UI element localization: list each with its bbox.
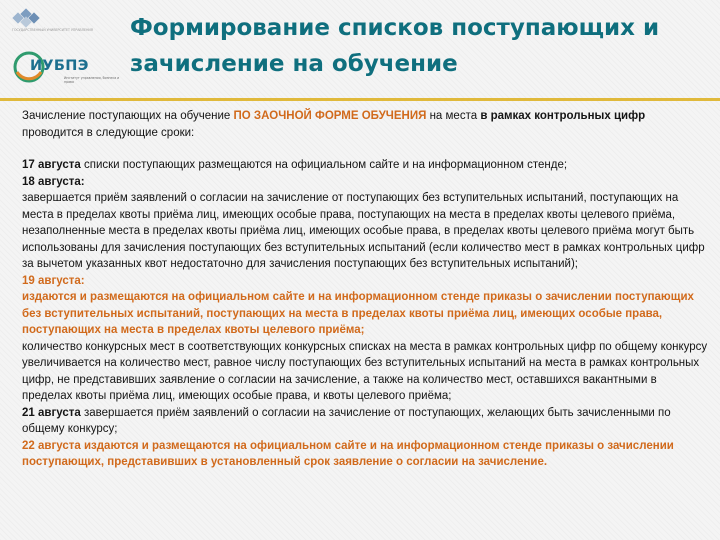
- aug19-date-line: [22, 273, 708, 290]
- aug19-paragraph-2: количество конкурсных мест в соответствующих конкурсных списках на места в рамках контрольных цифр по общему конкурсу увеличивается на количество мест, равное числу поступающих без вступительных испытаний на места в рамках контрольных цифр, не представивших заявление о согласии на зачисление, а также на количество мест, оставшихся вакантными в пределах квоты приёма лиц, имеющих особые права, и квоты целевого приёма;: [22, 340, 708, 402]
- aug17-text: списки поступающих размещаются на официальном сайте и на информационном стенде;: [80, 159, 568, 171]
- aug18-date-line: [22, 174, 708, 191]
- aug18-paragraph-1: завершается приём заявлений о согласии на зачисление от поступающих без вступительных испытаний, поступающих на места в пределах квоты приёма лиц, имеющих особые права, поступающих на места в пределах квоты целевого приёма,: [22, 192, 679, 221]
- institute-brand: ИУБПЭ: [30, 58, 89, 74]
- aug17-date: 17 августа: [22, 159, 81, 171]
- aug22-paragraph: 22 августа издаются и размещаются на официальном сайте и на информационном стенде приказы о зачислении поступающих, представивших в установленный срок заявление о согласии на зачисление.: [22, 439, 674, 468]
- intro-text-c: проводится в следующие сроки:: [22, 126, 195, 139]
- university-logo: [12, 10, 110, 40]
- institute-logo: [12, 50, 124, 90]
- aug21-date: 21 августа: [22, 406, 81, 419]
- page-title: [130, 10, 710, 82]
- header-divider: [0, 98, 720, 101]
- university-logo-caption: ГОСУДАРСТВЕННЫЙ УНИВЕРСИТЕТ УПРАВЛЕНИЯ: [12, 28, 94, 32]
- logo-squares-icon: [12, 10, 46, 26]
- page-title-line-2: зачисление на обучение: [130, 51, 458, 77]
- paragraph-gap: [22, 141, 708, 157]
- slide-body: [22, 108, 708, 471]
- aug21-paragraph: [22, 405, 708, 438]
- aug18-paragraph-2: незаполненные места в пределах квоты приёма лиц, имеющих особые права, в пределах квоты целевого приёма могут быть использованы для зачисления поступающих без вступительных испытаний (если количество мест в рамках контрольных цифр за вычетом указанных квот недостаточно для зачисления поступающих без вступительных испытаний);: [22, 225, 705, 270]
- slide-header: [0, 0, 720, 100]
- aug17-paragraph: [22, 157, 708, 174]
- intro-text-a: Зачисление поступающих на обучение: [22, 110, 234, 122]
- aug19-paragraph-1: издаются и размещаются на официальном сайте и на информационном стенде приказы о зачислении поступающих без вступительных испытаний, поступающих на места в пределах квоты приёма лиц, имеющих особые права, поступающих на места в пределах квоты целевого приёма;: [22, 291, 694, 336]
- intro-paragraph: [22, 108, 708, 141]
- aug19-date: 19 августа:: [22, 274, 85, 287]
- aug21-text: завершается приём заявлений о согласии на зачисление от поступающих, желающих быть зачисленными по общему конкурсу;: [22, 406, 671, 435]
- intro-form-highlight: ПО ЗАОЧНОЙ ФОРМЕ ОБУЧЕНИЯ: [233, 110, 427, 122]
- intro-text-b: на места: [426, 110, 481, 122]
- intro-bold-text: в рамках контрольных цифр: [480, 110, 646, 122]
- institute-logo-caption: Институт управления, бизнеса и права: [64, 76, 120, 84]
- page-title-line-1: Формирование списков поступающих и: [130, 15, 660, 41]
- aug18-date: 18 августа:: [22, 175, 85, 188]
